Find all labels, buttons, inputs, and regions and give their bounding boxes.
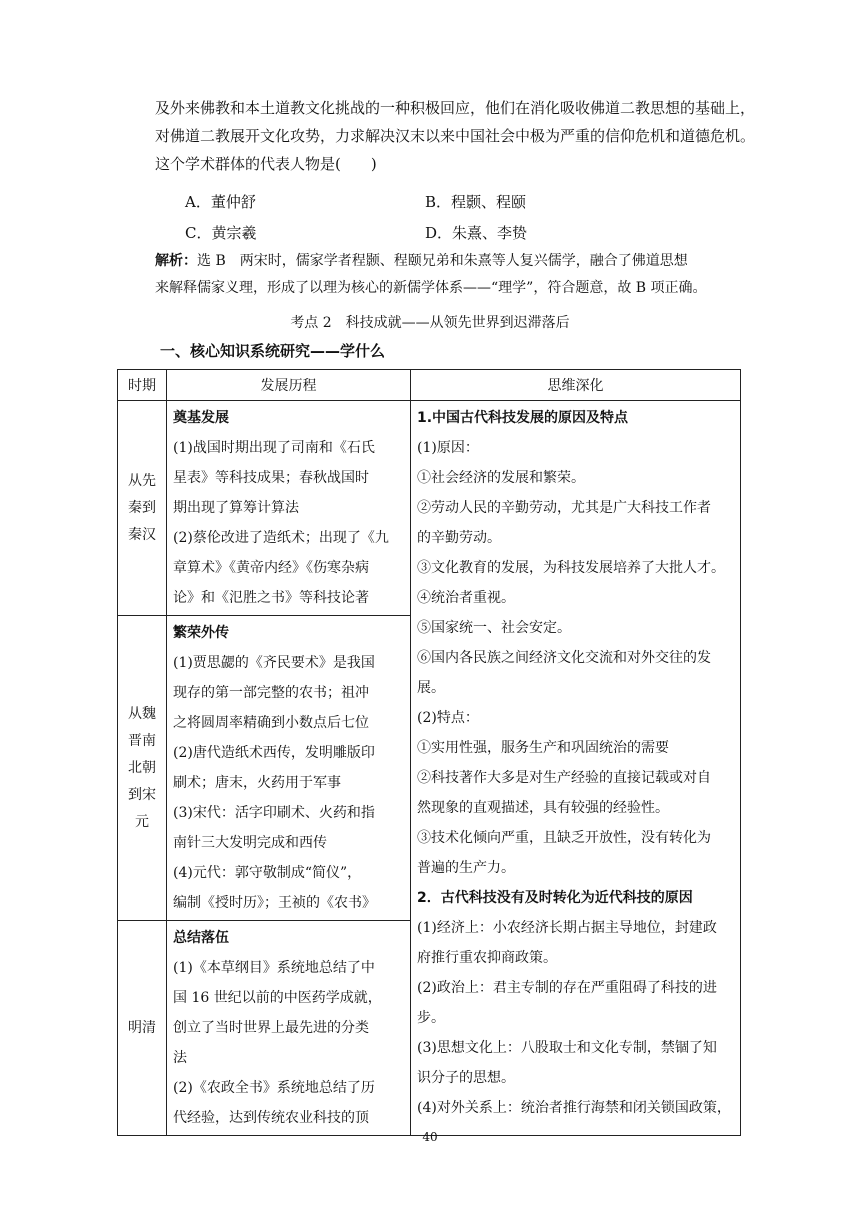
- thinking-line: ①社会经济的发展和繁荣。: [417, 470, 585, 486]
- thinking-line: 然现象的直观描述，具有较强的经验性。: [417, 800, 669, 816]
- dev-line: (1)《本草纲目》系统地总结了中: [173, 960, 375, 976]
- header-development: 发展历程: [167, 370, 411, 401]
- table-header-row: [118, 370, 741, 401]
- thinking-line: (2)特点：: [417, 710, 479, 726]
- period-text: 秦到: [128, 499, 156, 516]
- period-text: 明清: [128, 1019, 156, 1036]
- header-thinking: 思维深化: [411, 370, 741, 401]
- dev-line: (2)蔡伦改进了造纸术；出现了《九: [173, 530, 389, 546]
- dev-line: 代经验，达到传统农业科技的顶: [173, 1110, 369, 1126]
- thinking-line: (4)对外关系上：统治者推行海禁和闭关锁国政策，: [417, 1100, 731, 1116]
- thinking-line: 普遍的生产力。: [417, 860, 515, 876]
- option-d: D．朱熹、李贽: [425, 224, 528, 242]
- thinking-line: 展。: [417, 680, 445, 696]
- period-cell: [118, 921, 167, 1136]
- period-cell: [118, 616, 167, 921]
- analysis-line-2: 来解释儒家义理，形成了以理为核心的新儒学体系——“理学”，符合题意，故 B 项正确。: [155, 280, 707, 296]
- development-cell: [167, 921, 411, 1136]
- thinking-line: 的辛勤劳动。: [417, 530, 501, 546]
- dev-line: 章算术》《黄帝内经》《伤寒杂病: [173, 560, 369, 576]
- period-text: 元: [135, 813, 149, 830]
- section-title: 一、核心知识系统研究——学什么: [160, 342, 386, 360]
- thinking-line: ②科技著作大多是对生产经验的直接记载或对自: [417, 770, 711, 786]
- dev-line: (1)贾思勰的《齐民要术》是我国: [173, 655, 375, 671]
- dev-line: 论》和《氾胜之书》等科技论著: [173, 590, 369, 606]
- stem-line-2: 对佛道二教展开文化攻势，力求解决汉末以来中国社会中极为严重的信仰危机和道德危机。: [155, 127, 756, 145]
- option-c: C．黄宗羲: [185, 224, 257, 242]
- stage-title: 繁荣外传: [173, 625, 229, 641]
- thinking-heading: 2．古代科技没有及时转化为近代科技的原因: [417, 890, 693, 906]
- knowledge-table: [117, 369, 741, 1136]
- thinking-line: ③文化教育的发展，为科技发展培养了大批人才。: [417, 560, 725, 576]
- topic-heading: 考点 2 科技成就——从领先世界到迟滞落后: [290, 315, 570, 331]
- dev-line: (3)宋代：活字印刷术、火药和指: [173, 805, 375, 821]
- dev-line: 刷术；唐末，火药用于军事: [173, 775, 341, 791]
- period-cell: [118, 401, 167, 616]
- analysis-label: 解析：: [155, 253, 197, 269]
- thinking-line: (3)思想文化上：八股取士和文化专制，禁锢了知: [417, 1040, 717, 1056]
- dev-line: 国 16 世纪以前的中医药学成就，: [173, 990, 382, 1006]
- period-text: 秦汉: [128, 526, 156, 543]
- analysis-line-1: 选 B 两宋时，儒家学者程颢、程颐兄弟和朱熹等人复兴儒学，融合了佛道思想: [197, 253, 688, 269]
- dev-line: 星表》等科技成果；春秋战国时: [173, 470, 369, 486]
- option-b: B．程颢、程颐: [425, 193, 527, 211]
- stage-title: 总结落伍: [173, 930, 229, 946]
- dev-line: (1)战国时期出现了司南和《石氏: [173, 440, 375, 456]
- dev-line: (2)《农政全书》系统地总结了历: [173, 1080, 375, 1096]
- dev-line: (4)元代：郭守敬制成“简仪”，: [173, 865, 362, 881]
- thinking-line: ③技术化倾向严重，且缺乏开放性，没有转化为: [417, 830, 711, 846]
- thinking-line: ⑥国内各民族之间经济文化交流和对外交往的发: [417, 650, 711, 666]
- period-text: 北朝: [128, 759, 156, 776]
- stem-line-1: 及外来佛教和本土道教文化挑战的一种积极回应，他们在消化吸收佛道二教思想的基础上，: [155, 99, 756, 117]
- stage-title: 奠基发展: [173, 410, 229, 426]
- development-cell: [167, 616, 411, 921]
- analysis-block: [155, 248, 755, 302]
- period-text: 晋南: [128, 732, 156, 749]
- dev-line: 编制《授时历》；王祯的《农书》: [173, 895, 376, 911]
- period-text: 从魏: [128, 705, 156, 722]
- thinking-line: (2)政治上：君主专制的存在严重阻碍了科技的进: [417, 980, 717, 996]
- page-number: 40: [422, 1130, 438, 1144]
- thinking-line: 步。: [417, 1010, 445, 1026]
- development-cell: [167, 401, 411, 616]
- period-text: 从先: [128, 472, 156, 489]
- dev-line: 法: [173, 1050, 187, 1066]
- question-stem: [155, 94, 755, 178]
- dev-line: 现存的第一部完整的农书；祖冲: [173, 685, 369, 701]
- dev-line: 南针三大发明完成和西传: [173, 835, 327, 851]
- thinking-line: ⑤国家统一、社会安定。: [417, 620, 571, 636]
- stem-line-3: 这个学术群体的代表人物是( ): [155, 155, 377, 173]
- thinking-line: 府推行重农抑商政策。: [417, 950, 557, 966]
- thinking-line: ④统治者重视。: [417, 590, 515, 606]
- thinking-heading: 1.中国古代科技发展的原因及特点: [417, 410, 629, 426]
- dev-line: 之将圆周率精确到小数点后七位: [173, 715, 369, 731]
- dev-line: 期出现了算筹计算法: [173, 500, 299, 516]
- thinking-cell: [411, 401, 741, 1136]
- dev-line: 创立了当时世界上最先进的分类: [173, 1020, 369, 1036]
- period-text: 到宋: [128, 786, 156, 803]
- thinking-line: (1)原因：: [417, 440, 479, 456]
- header-period: 时期: [118, 370, 167, 401]
- thinking-line: (1)经济上：小农经济长期占据主导地位，封建政: [417, 920, 717, 936]
- thinking-line: ①实用性强，服务生产和巩固统治的需要: [417, 740, 669, 756]
- dev-line: (2)唐代造纸术西传，发明雕版印: [173, 745, 375, 761]
- table-row: [118, 401, 741, 616]
- option-a: A．董仲舒: [185, 193, 256, 211]
- thinking-line: ②劳动人民的辛勤劳动，尤其是广大科技工作者: [417, 500, 711, 516]
- thinking-line: 识分子的思想。: [417, 1070, 515, 1086]
